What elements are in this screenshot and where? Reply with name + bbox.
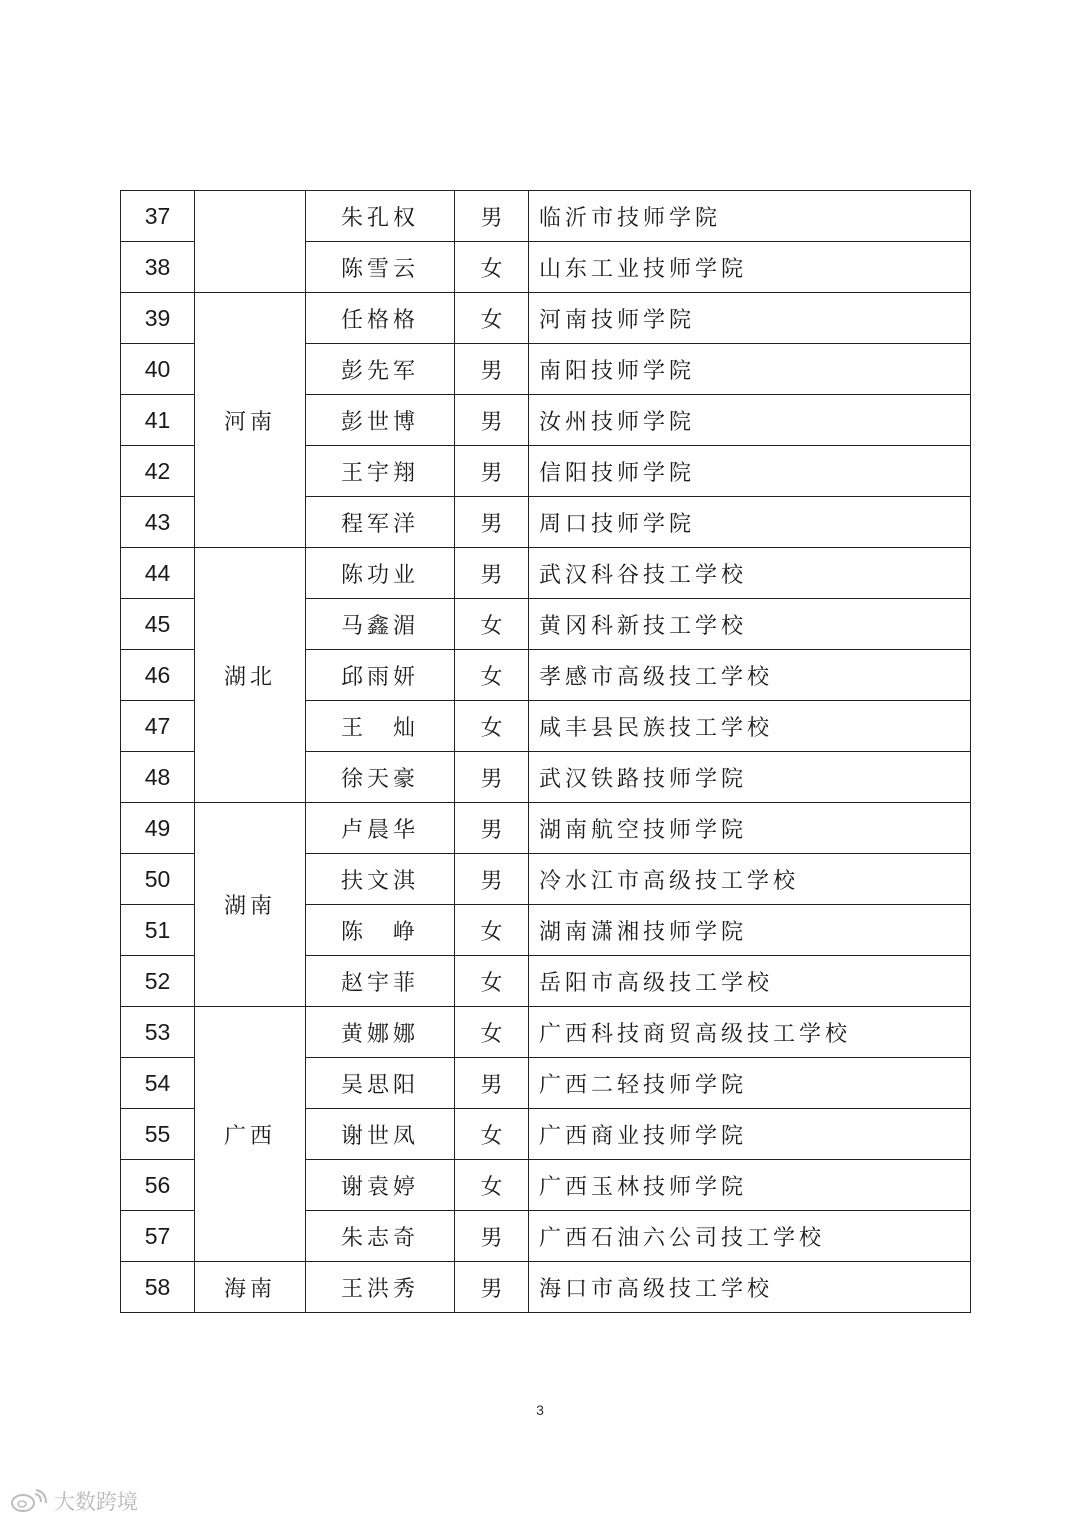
row-number: 52 [121, 956, 195, 1007]
name-cell: 卢晨华 [306, 803, 455, 854]
province-cell: 湖北 [195, 548, 306, 803]
name-cell: 扶文淇 [306, 854, 455, 905]
gender-cell: 女 [455, 293, 529, 344]
name-cell: 彭世博 [306, 395, 455, 446]
name-cell: 黄娜娜 [306, 1007, 455, 1058]
name-cell: 谢世凤 [306, 1109, 455, 1160]
row-number: 40 [121, 344, 195, 395]
name-cell: 陈雪云 [306, 242, 455, 293]
row-number: 58 [121, 1262, 195, 1313]
school-cell: 信阳技师学院 [529, 446, 971, 497]
row-number: 39 [121, 293, 195, 344]
school-cell: 临沂市技师学院 [529, 191, 971, 242]
table-row [121, 803, 971, 854]
school-cell: 黄冈科新技工学校 [529, 599, 971, 650]
gender-cell: 女 [455, 701, 529, 752]
school-cell: 广西商业技师学院 [529, 1109, 971, 1160]
gender-cell: 男 [455, 191, 529, 242]
gender-cell: 女 [455, 1160, 529, 1211]
school-cell: 广西二轻技师学院 [529, 1058, 971, 1109]
row-number: 38 [121, 242, 195, 293]
school-cell: 广西玉林技师学院 [529, 1160, 971, 1211]
gender-cell: 女 [455, 599, 529, 650]
gender-cell: 女 [455, 650, 529, 701]
row-number: 54 [121, 1058, 195, 1109]
row-number: 53 [121, 1007, 195, 1058]
row-number: 45 [121, 599, 195, 650]
gender-cell: 男 [455, 803, 529, 854]
school-cell: 湖南航空技师学院 [529, 803, 971, 854]
province-cell: 广西 [195, 1007, 306, 1262]
name-cell: 朱志奇 [306, 1211, 455, 1262]
gender-cell: 男 [455, 344, 529, 395]
roster-table [120, 190, 971, 1313]
name-cell: 邱雨妍 [306, 650, 455, 701]
row-number: 55 [121, 1109, 195, 1160]
gender-cell: 女 [455, 1007, 529, 1058]
name-cell: 谢袁婷 [306, 1160, 455, 1211]
gender-cell: 男 [455, 497, 529, 548]
gender-cell: 男 [455, 1211, 529, 1262]
gender-cell: 女 [455, 956, 529, 1007]
row-number: 51 [121, 905, 195, 956]
row-number: 50 [121, 854, 195, 905]
table-row [121, 1262, 971, 1313]
gender-cell: 男 [455, 395, 529, 446]
school-cell: 汝州技师学院 [529, 395, 971, 446]
school-cell: 岳阳市高级技工学校 [529, 956, 971, 1007]
weibo-logo-icon [10, 1488, 50, 1514]
row-number: 46 [121, 650, 195, 701]
roster-table-body [121, 191, 971, 1313]
name-cell: 赵宇菲 [306, 956, 455, 1007]
row-number: 44 [121, 548, 195, 599]
name-cell: 任格格 [306, 293, 455, 344]
row-number: 48 [121, 752, 195, 803]
gender-cell: 男 [455, 548, 529, 599]
province-cell: 海南 [195, 1262, 306, 1313]
school-cell: 湖南潇湘技师学院 [529, 905, 971, 956]
name-cell: 吴思阳 [306, 1058, 455, 1109]
school-cell: 海口市高级技工学校 [529, 1262, 971, 1313]
school-cell: 武汉铁路技师学院 [529, 752, 971, 803]
row-number: 43 [121, 497, 195, 548]
table-row [121, 293, 971, 344]
row-number: 41 [121, 395, 195, 446]
name-cell: 彭先军 [306, 344, 455, 395]
province-cell: 河南 [195, 293, 306, 548]
gender-cell: 男 [455, 752, 529, 803]
name-cell: 朱孔权 [306, 191, 455, 242]
table-row [121, 548, 971, 599]
gender-cell: 男 [455, 854, 529, 905]
row-number: 56 [121, 1160, 195, 1211]
province-cell [195, 191, 306, 293]
name-cell: 程军洋 [306, 497, 455, 548]
name-cell: 徐天豪 [306, 752, 455, 803]
school-cell: 周口技师学院 [529, 497, 971, 548]
school-cell: 南阳技师学院 [529, 344, 971, 395]
school-cell: 河南技师学院 [529, 293, 971, 344]
school-cell: 武汉科谷技工学校 [529, 548, 971, 599]
row-number: 57 [121, 1211, 195, 1262]
school-cell: 广西石油六公司技工学校 [529, 1211, 971, 1262]
name-cell: 陈功业 [306, 548, 455, 599]
gender-cell: 男 [455, 1262, 529, 1313]
row-number: 42 [121, 446, 195, 497]
gender-cell: 男 [455, 1058, 529, 1109]
row-number: 37 [121, 191, 195, 242]
name-cell: 王洪秀 [306, 1262, 455, 1313]
school-cell: 山东工业技师学院 [529, 242, 971, 293]
page-number: 3 [536, 1402, 544, 1418]
name-cell: 马鑫湄 [306, 599, 455, 650]
table-row [121, 1007, 971, 1058]
school-cell: 广西科技商贸高级技工学校 [529, 1007, 971, 1058]
gender-cell: 女 [455, 905, 529, 956]
gender-cell: 男 [455, 446, 529, 497]
row-number: 47 [121, 701, 195, 752]
name-cell: 陈 峥 [306, 905, 455, 956]
gender-cell: 女 [455, 1109, 529, 1160]
school-cell: 冷水江市高级技工学校 [529, 854, 971, 905]
table-row [121, 191, 971, 242]
row-number: 49 [121, 803, 195, 854]
watermark [10, 1486, 138, 1516]
name-cell: 王 灿 [306, 701, 455, 752]
school-cell: 孝感市高级技工学校 [529, 650, 971, 701]
school-cell: 咸丰县民族技工学校 [529, 701, 971, 752]
name-cell: 王宇翔 [306, 446, 455, 497]
watermark-text: 大数跨境 [54, 1490, 138, 1514]
gender-cell: 女 [455, 242, 529, 293]
province-cell: 湖南 [195, 803, 306, 1007]
